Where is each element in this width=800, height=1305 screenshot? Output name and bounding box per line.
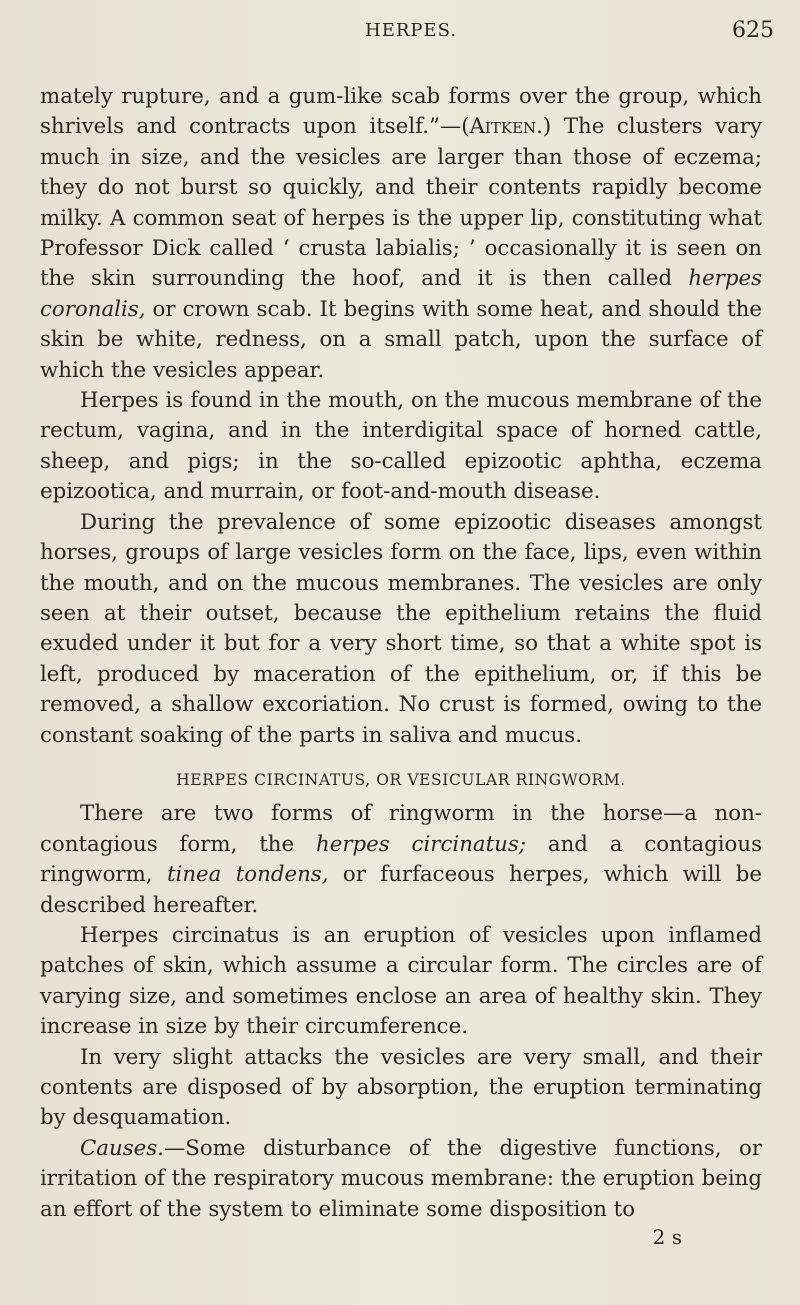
paragraph-2: Herpes is found in the mouth, on the mucous membrane of the rectum, vagina, and in the interdigital space of horned cattle, sheep, and pigs; in the so-called epizootic aphtha, eczema epizootica, and murrain, or foot-and-mouth disease. — [40, 388, 762, 505]
paragraph-1 — [40, 82, 762, 386]
term-tinea-tondens: tinea tondens, — [166, 862, 329, 888]
term-herpes-circinatus: herpes circinatus; — [316, 831, 526, 857]
paragraph-6: In very slight attacks the vesicles are very small, and their contents are disposed of by absorption, the eruption terminating by desquamation. — [40, 1044, 762, 1131]
section-heading: HERPES CIRCINATUS, OR VESICULAR RINGWORM. — [176, 770, 626, 789]
paragraph-4-text-a: There are two forms of ringworm in the horse—a non-contagious form, the — [40, 801, 762, 857]
paragraph-1-text-a: mately rupture, and a gum-like scab forms over the group, which shrivels and contracts upon itself.”—( — [40, 84, 762, 140]
citation-aitken: Aitken. — [469, 114, 543, 140]
paragraph-5: Herpes circinatus is an eruption of vesicles upon inflamed patches of skin, which assume a circular form. The circles are of varying size, and sometimes enclose an area of healthy skin. They increase in size by their circumference. — [40, 922, 762, 1040]
page-header — [0, 18, 800, 48]
paragraph-1-text-b: ) The clusters vary much in size, and the vesicles are larger than those of eczema; they do not burst so quickly, and their contents rapidly become milky. A common seat of herpes is the upper lip, constituting what Professor Dick called ‘ crusta labialis; ’ occasionally it is seen on the skin surrounding the hoof, and it is then called — [40, 114, 762, 292]
running-title: HERPES. — [365, 20, 458, 41]
paragraph-4-text-b: and a contagious ringworm, — [40, 831, 763, 888]
page-number: 625 — [732, 18, 774, 43]
term-herpes-coronalis: herpes coronalis, — [40, 266, 762, 322]
paragraph-4-text-c: or furfaceous herpes, which will be described hereafter. — [40, 862, 763, 918]
page-body — [40, 82, 762, 1249]
causes-label: Causes. — [80, 1135, 164, 1161]
paragraph-3: During the prevalence of some epizootic diseases amongst horses, groups of large vesicles form on the face, lips, even within the mouth, and on the mucous membranes. The vesicles are only seen at their outset, because the epithelium retains the fluid exuded under it but for a very short time, so that a white spot is left, produced by maceration of the epithelium, or, if this be removed, a shallow excoriation. No crust is formed, owing to the constant soaking of the parts in saliva and mucus. — [40, 509, 762, 748]
paragraph-1-text-c: or crown scab. It begins with some heat, and should the skin be white, redness, on a small patch, upon the surface of which the vesicles appear. — [40, 296, 762, 383]
paragraph-7 — [40, 1134, 762, 1225]
paragraph-7-text: —Some disturbance of the digestive functions, or irritation of the respiratory mucous membrane: the eruption being an effort of the system to eliminate some disposition to — [40, 1135, 762, 1222]
paragraph-4 — [40, 799, 762, 921]
signature-mark: 2 s — [652, 1225, 682, 1250]
